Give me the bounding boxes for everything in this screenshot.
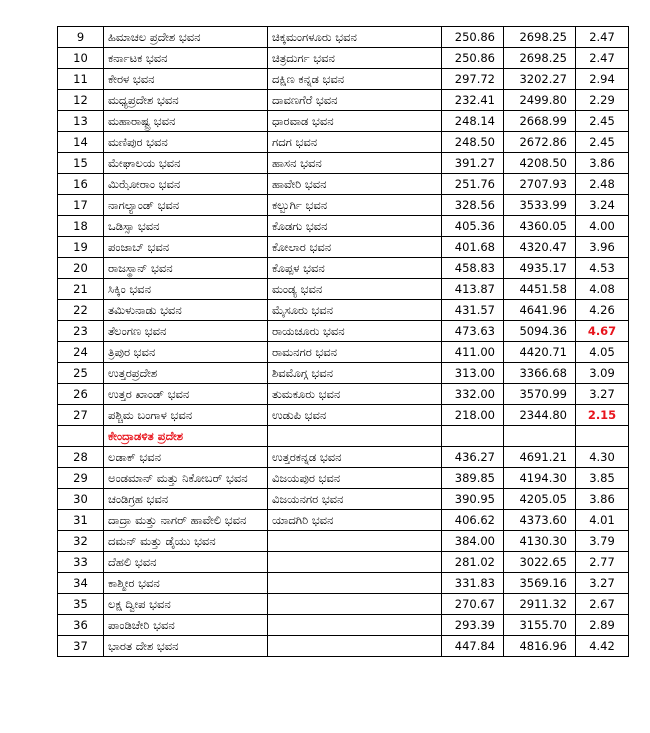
percent-cell: 4.67 bbox=[576, 321, 629, 342]
percent-cell: 4.30 bbox=[576, 447, 629, 468]
state-bhavan-cell: ಸಿಕ್ಕಿಂ ಭವನ bbox=[104, 279, 268, 300]
table-row bbox=[58, 468, 629, 489]
table-row bbox=[58, 489, 629, 510]
row-number: 29 bbox=[58, 468, 104, 489]
table-row bbox=[58, 573, 629, 594]
row-number: 13 bbox=[58, 111, 104, 132]
table-row bbox=[58, 510, 629, 531]
percent-cell: 2.94 bbox=[576, 69, 629, 90]
table-row bbox=[58, 90, 629, 111]
empty-cell bbox=[442, 426, 504, 447]
row-number: 14 bbox=[58, 132, 104, 153]
value-cell: 232.41 bbox=[442, 90, 504, 111]
amount-cell: 4205.05 bbox=[504, 489, 576, 510]
row-number: 28 bbox=[58, 447, 104, 468]
empty-cell bbox=[58, 426, 104, 447]
percent-cell: 2.15 bbox=[576, 405, 629, 426]
value-cell: 473.63 bbox=[442, 321, 504, 342]
state-bhavan-cell: ಲಕ್ಷ ದ್ವೀಪ ಭವನ bbox=[104, 594, 268, 615]
percent-cell: 2.67 bbox=[576, 594, 629, 615]
district-bhavan-cell: ರಾಮನಗರ ಭವನ bbox=[268, 342, 442, 363]
amount-cell: 4373.60 bbox=[504, 510, 576, 531]
state-bhavan-cell: ರಾಜಸ್ಥಾನ್ ಭವನ bbox=[104, 258, 268, 279]
table-row bbox=[58, 615, 629, 636]
percent-cell: 2.77 bbox=[576, 552, 629, 573]
state-bhavan-cell: ಕರ್ನಾಟಕ ಭವನ bbox=[104, 48, 268, 69]
district-bhavan-cell: ತುಮಕೂರು ಭವನ bbox=[268, 384, 442, 405]
amount-cell: 2668.99 bbox=[504, 111, 576, 132]
district-bhavan-cell: ಚಿತ್ರದುರ್ಗ ಭವನ bbox=[268, 48, 442, 69]
amount-cell: 2672.86 bbox=[504, 132, 576, 153]
state-bhavan-cell: ಲಡಾಕ್ ಭವನ bbox=[104, 447, 268, 468]
percent-cell: 3.09 bbox=[576, 363, 629, 384]
table-row bbox=[58, 69, 629, 90]
value-cell: 401.68 bbox=[442, 237, 504, 258]
value-cell: 406.62 bbox=[442, 510, 504, 531]
percent-cell: 3.24 bbox=[576, 195, 629, 216]
table-row bbox=[58, 195, 629, 216]
district-bhavan-cell: ಶಿವಮೊಗ್ಗ ಭವನ bbox=[268, 363, 442, 384]
district-bhavan-cell: ಹಾವೇರಿ ಭವನ bbox=[268, 174, 442, 195]
amount-cell: 3533.99 bbox=[504, 195, 576, 216]
table-row bbox=[58, 531, 629, 552]
amount-cell: 4208.50 bbox=[504, 153, 576, 174]
percent-cell: 2.29 bbox=[576, 90, 629, 111]
state-bhavan-cell: ಉತ್ತರಪ್ರದೇಶ bbox=[104, 363, 268, 384]
table-row bbox=[58, 405, 629, 426]
amount-cell: 2344.80 bbox=[504, 405, 576, 426]
state-bhavan-cell: ದಮನ್ ಮತ್ತು ಡೈಯು ಭವನ bbox=[104, 531, 268, 552]
district-bhavan-cell: ಕೊಪ್ಪಳ ಭವನ bbox=[268, 258, 442, 279]
amount-cell: 3022.65 bbox=[504, 552, 576, 573]
empty-cell bbox=[576, 426, 629, 447]
district-bhavan-cell: ದಕ್ಷಿಣ ಕನ್ನಡ ಭವನ bbox=[268, 69, 442, 90]
percent-cell: 4.08 bbox=[576, 279, 629, 300]
table-row bbox=[58, 363, 629, 384]
row-number: 15 bbox=[58, 153, 104, 174]
percent-cell: 2.45 bbox=[576, 132, 629, 153]
amount-cell: 2698.25 bbox=[504, 48, 576, 69]
percent-cell: 3.86 bbox=[576, 489, 629, 510]
district-bhavan-cell bbox=[268, 615, 442, 636]
value-cell: 331.83 bbox=[442, 573, 504, 594]
value-cell: 248.50 bbox=[442, 132, 504, 153]
state-bhavan-cell: ಉತ್ತರ ಖಾಂಡ್ ಭವನ bbox=[104, 384, 268, 405]
empty-cell bbox=[504, 426, 576, 447]
table-row bbox=[58, 27, 629, 48]
row-number: 35 bbox=[58, 594, 104, 615]
row-number: 37 bbox=[58, 636, 104, 657]
amount-cell: 2698.25 bbox=[504, 27, 576, 48]
percent-cell: 4.00 bbox=[576, 216, 629, 237]
amount-cell: 5094.36 bbox=[504, 321, 576, 342]
amount-cell: 4420.71 bbox=[504, 342, 576, 363]
district-bhavan-cell: ಕಲ್ಬುರ್ಗಿ ಭವನ bbox=[268, 195, 442, 216]
table-body bbox=[58, 27, 629, 657]
row-number: 12 bbox=[58, 90, 104, 111]
amount-cell: 4360.05 bbox=[504, 216, 576, 237]
row-number: 16 bbox=[58, 174, 104, 195]
district-bhavan-cell: ಮಂಡ್ಯ ಭವನ bbox=[268, 279, 442, 300]
amount-cell: 4451.58 bbox=[504, 279, 576, 300]
percent-cell: 3.86 bbox=[576, 153, 629, 174]
state-bhavan-cell: ಮಿಝೋರಾಂ ಭವನ bbox=[104, 174, 268, 195]
state-bhavan-cell: ದೆಹಲಿ ಭವನ bbox=[104, 552, 268, 573]
percent-cell: 2.45 bbox=[576, 111, 629, 132]
row-number: 23 bbox=[58, 321, 104, 342]
percent-cell: 4.53 bbox=[576, 258, 629, 279]
row-number: 18 bbox=[58, 216, 104, 237]
district-bhavan-cell bbox=[268, 594, 442, 615]
row-number: 17 bbox=[58, 195, 104, 216]
row-number: 24 bbox=[58, 342, 104, 363]
table-row bbox=[58, 258, 629, 279]
state-bhavan-cell: ಪಾಂಡಿಚೇರಿ ಭವನ bbox=[104, 615, 268, 636]
value-cell: 250.86 bbox=[442, 27, 504, 48]
row-number: 34 bbox=[58, 573, 104, 594]
value-cell: 413.87 bbox=[442, 279, 504, 300]
value-cell: 332.00 bbox=[442, 384, 504, 405]
table-row bbox=[58, 594, 629, 615]
state-bhavan-cell: ತೆಲಂಗಣ ಭವನ bbox=[104, 321, 268, 342]
amount-cell: 3202.27 bbox=[504, 69, 576, 90]
table-row bbox=[58, 111, 629, 132]
state-bhavan-cell: ಮಹಾರಾಷ್ಟ್ರ ಭವನ bbox=[104, 111, 268, 132]
district-bhavan-cell bbox=[268, 573, 442, 594]
amount-cell: 4641.96 bbox=[504, 300, 576, 321]
value-cell: 458.83 bbox=[442, 258, 504, 279]
district-bhavan-cell: ದಾವಣಗೆರೆ ಭವನ bbox=[268, 90, 442, 111]
value-cell: 270.67 bbox=[442, 594, 504, 615]
amount-cell: 2707.93 bbox=[504, 174, 576, 195]
value-cell: 297.72 bbox=[442, 69, 504, 90]
amount-cell: 2499.80 bbox=[504, 90, 576, 111]
row-number: 22 bbox=[58, 300, 104, 321]
row-number: 11 bbox=[58, 69, 104, 90]
value-cell: 405.36 bbox=[442, 216, 504, 237]
value-cell: 384.00 bbox=[442, 531, 504, 552]
row-number: 32 bbox=[58, 531, 104, 552]
district-bhavan-cell: ಧಾರವಾಡ ಭವನ bbox=[268, 111, 442, 132]
percent-cell: 3.85 bbox=[576, 468, 629, 489]
percent-cell: 4.42 bbox=[576, 636, 629, 657]
district-bhavan-cell: ಉತ್ತರಕನ್ನಡ ಭವನ bbox=[268, 447, 442, 468]
row-number: 20 bbox=[58, 258, 104, 279]
percent-cell: 3.27 bbox=[576, 384, 629, 405]
row-number: 30 bbox=[58, 489, 104, 510]
row-number: 31 bbox=[58, 510, 104, 531]
percent-cell: 4.05 bbox=[576, 342, 629, 363]
row-number: 26 bbox=[58, 384, 104, 405]
row-number: 27 bbox=[58, 405, 104, 426]
amount-cell: 3366.68 bbox=[504, 363, 576, 384]
value-cell: 251.76 bbox=[442, 174, 504, 195]
table-row bbox=[58, 552, 629, 573]
row-number: 25 bbox=[58, 363, 104, 384]
district-bhavan-cell: ವಿಜಯನಗರ ಭವನ bbox=[268, 489, 442, 510]
row-number: 36 bbox=[58, 615, 104, 636]
table-row bbox=[58, 384, 629, 405]
amount-cell: 3569.16 bbox=[504, 573, 576, 594]
district-bhavan-cell: ಮೈಸೂರು ಭವನ bbox=[268, 300, 442, 321]
state-bhavan-cell: ಪಂಜಾಬ್ ಭವನ bbox=[104, 237, 268, 258]
value-cell: 411.00 bbox=[442, 342, 504, 363]
district-bhavan-cell bbox=[268, 531, 442, 552]
percent-cell: 2.47 bbox=[576, 48, 629, 69]
state-bhavan-cell: ಚಂಡಿಗ್ರಹ ಭವನ bbox=[104, 489, 268, 510]
value-cell: 218.00 bbox=[442, 405, 504, 426]
state-bhavan-cell: ಕಾಶ್ಮೀರ ಭವನ bbox=[104, 573, 268, 594]
district-bhavan-cell: ಗದಗ ಭವನ bbox=[268, 132, 442, 153]
percent-cell: 3.27 bbox=[576, 573, 629, 594]
state-bhavan-cell: ಭಾರತ ದೇಶ ಭವನ bbox=[104, 636, 268, 657]
row-number: 33 bbox=[58, 552, 104, 573]
state-bhavan-cell: ಮೇಘಾಲಯ ಭವನ bbox=[104, 153, 268, 174]
percent-cell: 3.79 bbox=[576, 531, 629, 552]
district-bhavan-cell: ವಿಜಯಪುರ ಭವನ bbox=[268, 468, 442, 489]
district-bhavan-cell: ಕೋಲಾರ ಭವನ bbox=[268, 237, 442, 258]
amount-cell: 4194.30 bbox=[504, 468, 576, 489]
table-row bbox=[58, 174, 629, 195]
amount-cell: 3155.70 bbox=[504, 615, 576, 636]
district-bhavan-cell: ಯಾದಗಿರಿ ಭವನ bbox=[268, 510, 442, 531]
empty-cell bbox=[268, 426, 442, 447]
amount-cell: 4130.30 bbox=[504, 531, 576, 552]
district-bhavan-cell bbox=[268, 552, 442, 573]
table-row bbox=[58, 48, 629, 69]
value-cell: 281.02 bbox=[442, 552, 504, 573]
state-bhavan-cell: ಕೇರಳ ಭವನ bbox=[104, 69, 268, 90]
district-bhavan-cell: ಕೊಡಗು ಭವನ bbox=[268, 216, 442, 237]
table-row bbox=[58, 321, 629, 342]
bhavan-table bbox=[57, 26, 629, 657]
district-bhavan-cell: ಚಿಕ್ಕಮಂಗಳೂರು ಭವನ bbox=[268, 27, 442, 48]
percent-cell: 4.01 bbox=[576, 510, 629, 531]
value-cell: 293.39 bbox=[442, 615, 504, 636]
value-cell: 431.57 bbox=[442, 300, 504, 321]
district-bhavan-cell bbox=[268, 636, 442, 657]
value-cell: 248.14 bbox=[442, 111, 504, 132]
table-row bbox=[58, 279, 629, 300]
amount-cell: 4935.17 bbox=[504, 258, 576, 279]
district-bhavan-cell: ರಾಯಚೂರು ಭವನ bbox=[268, 321, 442, 342]
amount-cell: 2911.32 bbox=[504, 594, 576, 615]
table-row bbox=[58, 342, 629, 363]
state-bhavan-cell: ನಾಗಲ್ಯಾಂಡ್ ಭವನ bbox=[104, 195, 268, 216]
state-bhavan-cell: ಹಿಮಾಚಲ ಪ್ರದೇಶ ಭವನ bbox=[104, 27, 268, 48]
amount-cell: 4320.47 bbox=[504, 237, 576, 258]
percent-cell: 3.96 bbox=[576, 237, 629, 258]
value-cell: 436.27 bbox=[442, 447, 504, 468]
percent-cell: 2.47 bbox=[576, 27, 629, 48]
table-row bbox=[58, 636, 629, 657]
state-bhavan-cell: ತ್ರಿಪುರ ಭವನ bbox=[104, 342, 268, 363]
value-cell: 389.85 bbox=[442, 468, 504, 489]
table-row bbox=[58, 216, 629, 237]
percent-cell: 4.26 bbox=[576, 300, 629, 321]
percent-cell: 2.89 bbox=[576, 615, 629, 636]
state-bhavan-cell: ಒಡಿಸ್ಸಾ ಭವನ bbox=[104, 216, 268, 237]
amount-cell: 4691.21 bbox=[504, 447, 576, 468]
state-bhavan-cell: ಮಣಿಪುರ ಭವನ bbox=[104, 132, 268, 153]
table-row bbox=[58, 447, 629, 468]
value-cell: 250.86 bbox=[442, 48, 504, 69]
state-bhavan-cell: ತಮಿಳುನಾಡು ಭವನ bbox=[104, 300, 268, 321]
value-cell: 313.00 bbox=[442, 363, 504, 384]
state-bhavan-cell: ದಾದ್ರಾ ಮತ್ತು ನಾಗರ್ ಹಾವೇಲಿ ಭವನ bbox=[104, 510, 268, 531]
value-cell: 328.56 bbox=[442, 195, 504, 216]
value-cell: 447.84 bbox=[442, 636, 504, 657]
table-row bbox=[58, 132, 629, 153]
table-row bbox=[58, 300, 629, 321]
section-row bbox=[58, 426, 629, 447]
district-bhavan-cell: ಹಾಸನ ಭವನ bbox=[268, 153, 442, 174]
row-number: 21 bbox=[58, 279, 104, 300]
value-cell: 390.95 bbox=[442, 489, 504, 510]
section-title: ಕೇಂದ್ರಾಡಳಿತ ಪ್ರದೇಶ bbox=[104, 426, 268, 447]
row-number: 19 bbox=[58, 237, 104, 258]
row-number: 9 bbox=[58, 27, 104, 48]
row-number: 10 bbox=[58, 48, 104, 69]
table-row bbox=[58, 237, 629, 258]
percent-cell: 2.48 bbox=[576, 174, 629, 195]
district-bhavan-cell: ಉಡುಪಿ ಭವನ bbox=[268, 405, 442, 426]
value-cell: 391.27 bbox=[442, 153, 504, 174]
amount-cell: 4816.96 bbox=[504, 636, 576, 657]
amount-cell: 3570.99 bbox=[504, 384, 576, 405]
table-row bbox=[58, 153, 629, 174]
state-bhavan-cell: ಮಧ್ಯಪ್ರದೇಶ ಭವನ bbox=[104, 90, 268, 111]
state-bhavan-cell: ಅಂಡಮಾನ್ ಮತ್ತು ನಿಕೋಬರ್ ಭವನ bbox=[104, 468, 268, 489]
state-bhavan-cell: ಪಶ್ಚಿಮ ಬಂಗಾಳ ಭವನ bbox=[104, 405, 268, 426]
